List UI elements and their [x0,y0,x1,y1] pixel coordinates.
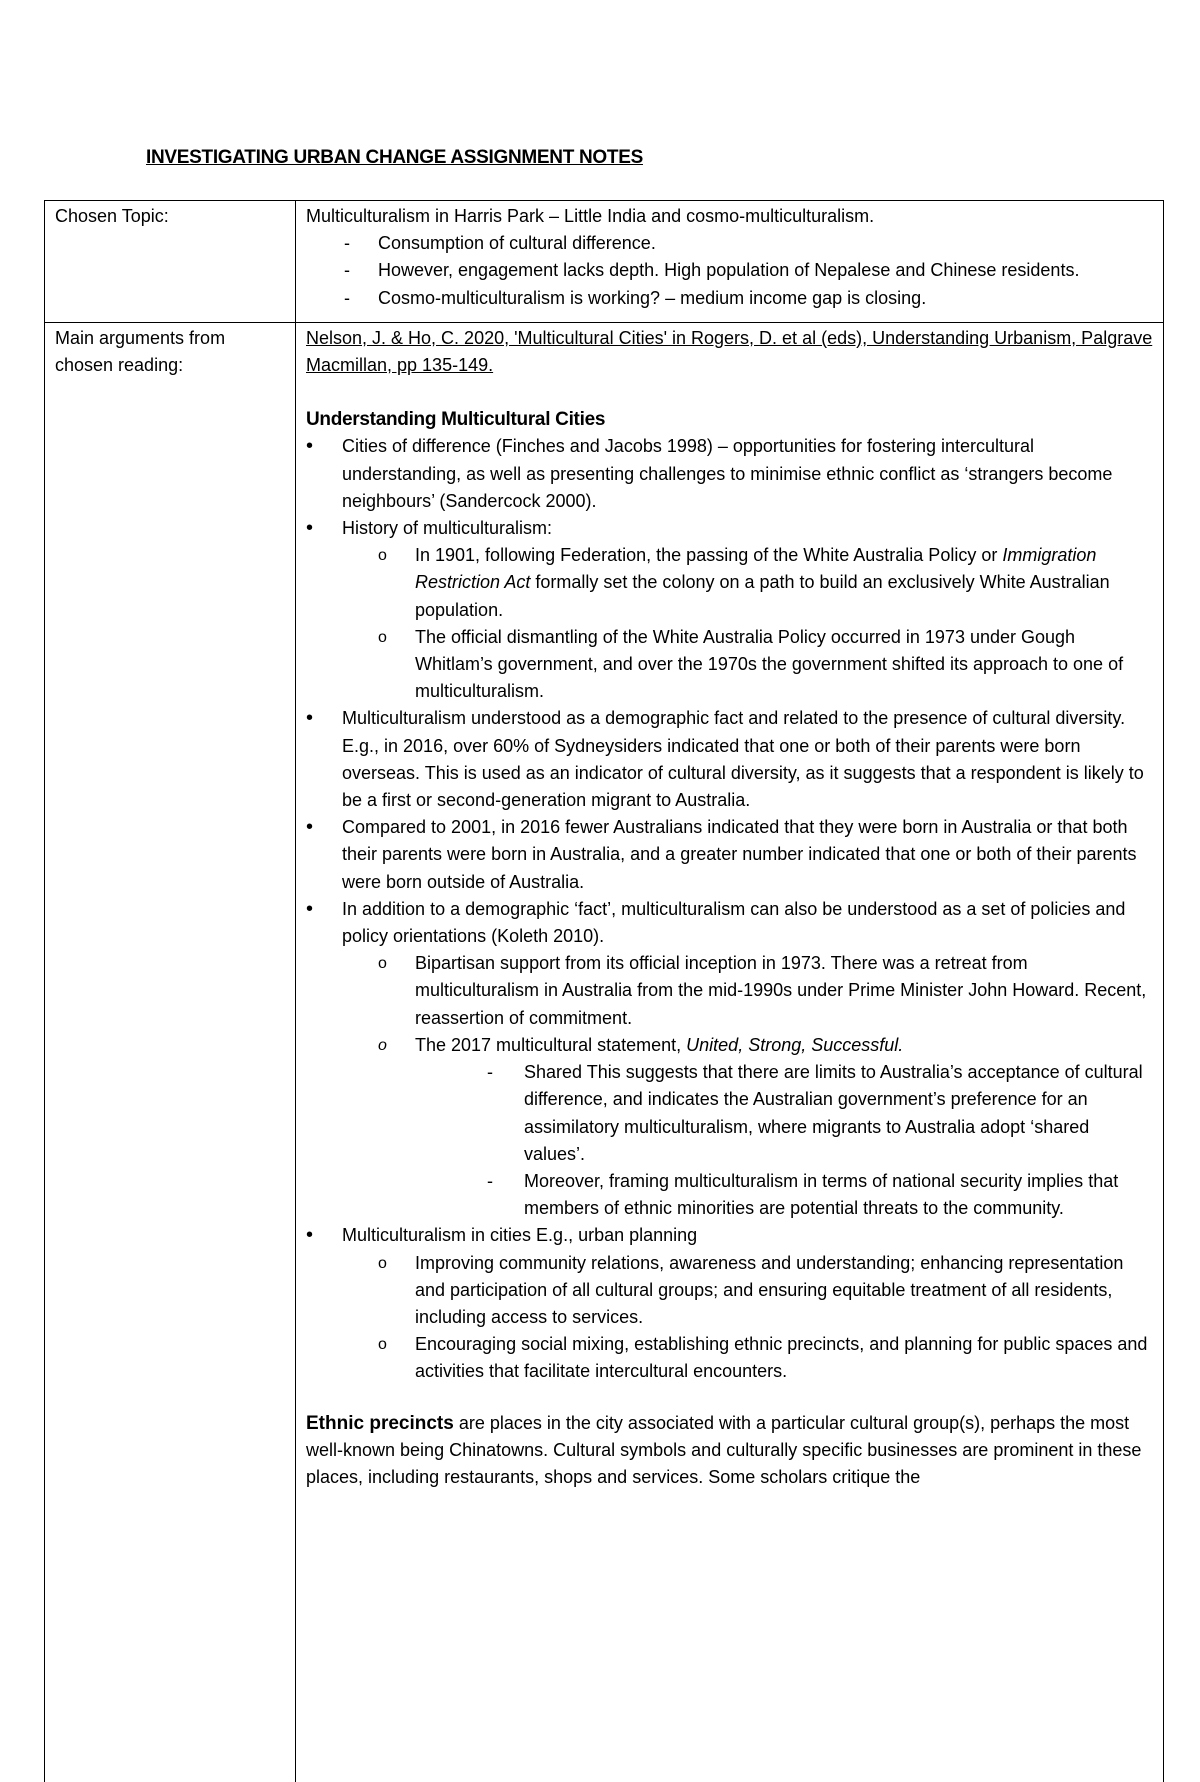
sub-text: The official dismantling of the White Australia Policy occurred in 1973 under Gough Whitlam’s government, and over the 1970s the government shifted its approach to one of multiculturalism. [415,626,1124,702]
sub-item [378,624,1153,706]
bullet-text: Cities of difference (Finches and Jacobs 1998) – opportunities for fostering intercultural understanding, as well as presenting challenges to minimise ethnic conflict as ‘strangers become neighbours’ (Sandercock 2000). [342,436,1113,511]
sub-text: Improving community relations, awareness and understanding; enhancing representation and participation of all cultural groups; and ensuring equitable treatment of all residents, including access to services. [415,1252,1124,1327]
topic-content [296,201,1164,323]
bullet-text: Multiculturalism understood as a demographic fact and related to the presence of cultural diversity. E.g., in 2016, over 60% of Sydneysiders indicated that one or both of their parents were born overseas. This is used as an indicator of cultural diversity, as it suggests that a respondent is likely to be a first or second-generation migrant to Australia. [342,708,1144,811]
page-title: INVESTIGATING URBAN CHANGE ASSIGNMENT NOTES [146,147,643,168]
statement-name: United, Strong, Successful. [686,1034,904,1055]
arguments-label: Main arguments from chosen reading: [45,322,296,1782]
act-name: Immigration Restriction Act [415,545,1097,593]
arguments-list [306,433,1153,1385]
topic-points [306,230,1153,312]
arguments-row [45,322,1164,1782]
list-item [306,515,1153,705]
list-item: - However, engagement lacks depth. High population of Nepalese and Chinese residents. [306,257,1153,284]
sub-list [342,950,1153,1222]
sub-text: Bipartisan support from its official inception in 1973. There was a retreat from multiculturalism in Australia from the mid-1990s under Prime Minister John Howard. Recent, reassertion of commitment. [415,953,1147,1028]
reading-citation: Nelson, J. & Ho, C. 2020, 'Multicultural Cities' in Rogers, D. et al (eds), Understanding Urbanism, Palgrave Macmillan, pp 135-149. [306,327,1153,376]
list-item [306,1222,1153,1385]
sub-item [378,950,1153,1032]
bullet-text: Multiculturalism in cities E.g., urban planning [342,1225,698,1246]
list-item [306,896,1153,1222]
sub-text: The 2017 multicultural statement, [415,1034,682,1055]
sub-item [378,1032,1153,1222]
dash-item: - Shared This suggests that there are limits to Australia’s acceptance of cultural difference, and indicates the Australian government’s preference for an assimilatory multiculturalism, where migrants to Australia adopt ‘shared values’. [487,1059,1153,1168]
section-heading: Understanding Multicultural Cities [306,409,606,431]
ethnic-precincts-term: Ethnic precincts [306,1412,454,1434]
list-item [306,433,1153,515]
list-item [306,705,1153,814]
bullet-text: In addition to a demographic ‘fact’, multiculturalism can also be understood as a set of policies and policy orientations (Koleth 2010). [342,898,1126,947]
list-item: - Cosmo-multiculturalism is working? – medium income gap is closing. [306,285,1153,312]
sub-list [342,1250,1153,1386]
dash-item: - Moreover, framing multiculturalism in terms of national security implies that members of ethnic minorities are potential threats to the community. [487,1168,1153,1222]
sub-item [378,1331,1153,1385]
sub-item [378,1250,1153,1332]
topic-label: Chosen Topic: [45,201,296,323]
bullet-text: History of multiculturalism: [342,518,553,539]
notes-table [44,200,1164,1782]
ethnic-precincts-text: are places in the city associated with a particular cultural group(s), perhaps the most well-known being Chinatowns. Cultural symbols and culturally specific businesses are prominent in these places, including restaurants, shops and services. Some scholars critique the [306,1412,1142,1487]
topic-row [45,201,1164,323]
dash-sub-list [415,1059,1153,1222]
arguments-content [296,322,1164,1782]
sub-text: In 1901, following Federation, the passing of the White Australia Policy or [415,545,998,566]
sub-text: formally set the colony on a path to build an exclusively White Australian population. [415,572,1110,620]
sub-item [378,542,1153,624]
sub-list [342,542,1153,705]
list-item: - Consumption of cultural difference. [306,230,1153,257]
list-item [306,814,1153,896]
topic-intro: Multiculturalism in Harris Park – Little India and cosmo-multiculturalism. [306,206,875,226]
sub-text: Encouraging social mixing, establishing ethnic precincts, and planning for public spaces and activities that facilitate intercultural encounters. [415,1334,1148,1382]
bullet-text: Compared to 2001, in 2016 fewer Australians indicated that they were born in Australia or that both their parents were born in Australia, and a greater number indicated that one or both of their parents were born outside of Australia. [342,817,1137,892]
ethnic-precincts-paragraph [306,1410,1153,1492]
